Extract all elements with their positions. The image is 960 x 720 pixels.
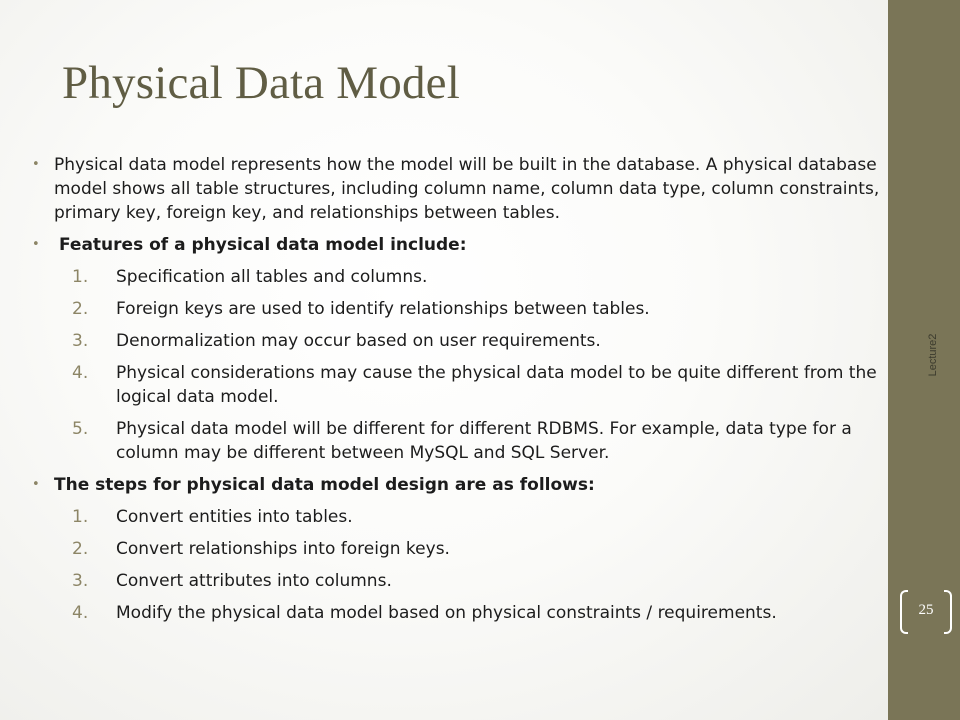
features-list: [30, 265, 880, 465]
slide-title: Physical Data Model: [62, 57, 460, 109]
list-number: 1.: [72, 267, 89, 287]
list-text: Convert relationships into foreign keys.: [116, 539, 450, 559]
list-item: [30, 601, 880, 625]
list-text: Modify the physical data model based on physical constraints / requirements.: [116, 603, 777, 623]
list-item: [30, 361, 880, 409]
lecture-label: Lecture2: [927, 333, 939, 377]
intro-text: Physical data model represents how the model will be built in the database. A physical database model shows all table structures, including column name, column data type, column constraints, primary key, foreign key, and relationships between tables.: [54, 155, 880, 223]
list-item: [30, 537, 880, 561]
list-number: 3.: [72, 571, 89, 591]
list-text: Foreign keys are used to identify relationships between tables.: [116, 299, 650, 319]
list-number: 2.: [72, 299, 89, 319]
list-text: Physical data model will be different for different RDBMS. For example, data type for a column may be different between MySQL and SQL Server.: [116, 419, 852, 463]
list-item: [30, 569, 880, 593]
features-heading: Features of a physical data model include:: [59, 235, 467, 255]
list-number: 1.: [72, 507, 89, 527]
list-text: Denormalization may occur based on user requirements.: [116, 331, 601, 351]
page-number-badge: [900, 590, 952, 634]
list-number: 5.: [72, 419, 89, 439]
list-item: [30, 265, 880, 289]
list-item: [30, 329, 880, 353]
list-text: Convert attributes into columns.: [116, 571, 392, 591]
list-item: [30, 505, 880, 529]
list-text: Convert entities into tables.: [116, 507, 353, 527]
bullet-marker: •: [32, 477, 40, 492]
list-number: 4.: [72, 363, 89, 383]
bullet-steps-heading: [30, 473, 880, 497]
list-item: [30, 417, 880, 465]
steps-list: [30, 505, 880, 625]
list-number: 2.: [72, 539, 89, 559]
bullet-marker: •: [32, 157, 40, 172]
bullet-marker: •: [32, 237, 40, 252]
slide-body: [30, 153, 880, 633]
list-item: [30, 297, 880, 321]
list-text: Physical considerations may cause the physical data model to be quite different from the logical data model.: [116, 363, 877, 407]
bullet-intro: [30, 153, 880, 225]
steps-heading: The steps for physical data model design are as follows:: [54, 475, 595, 495]
list-text: Specification all tables and columns.: [116, 267, 428, 287]
page-number: 25: [918, 602, 934, 618]
bullet-features-heading: [30, 233, 880, 257]
list-number: 4.: [72, 603, 89, 623]
list-number: 3.: [72, 331, 89, 351]
